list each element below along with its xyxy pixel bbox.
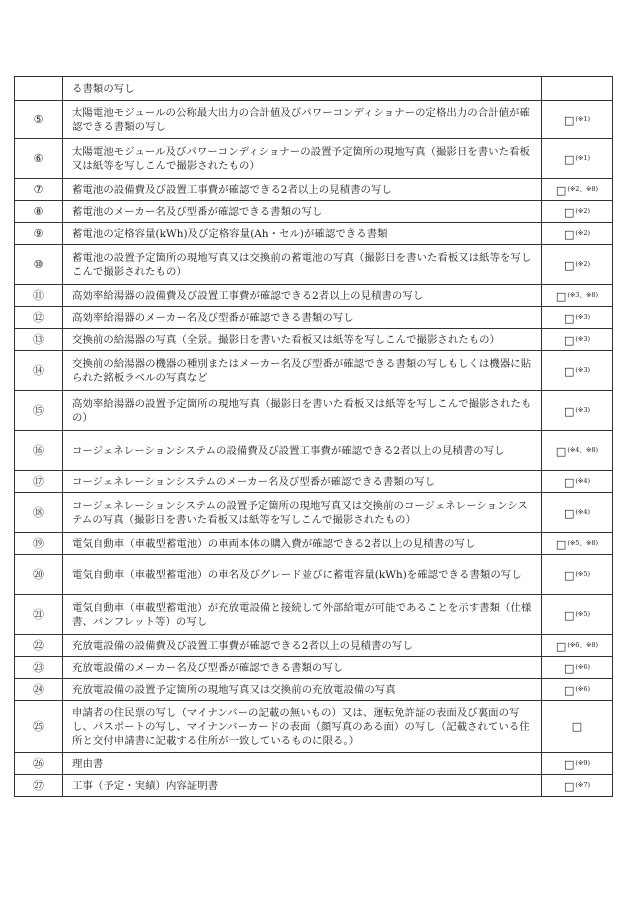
footnote-ref: (※6) <box>575 684 591 693</box>
table-row <box>15 471 613 493</box>
check-cell <box>542 77 613 101</box>
footnote-ref: (※3、※8) <box>567 290 599 299</box>
row-number: ⑱ <box>15 493 63 533</box>
table-row <box>15 179 613 201</box>
row-number: ⑥ <box>15 139 63 179</box>
checkbox-icon[interactable]: □ <box>563 227 575 241</box>
row-number: ⑩ <box>15 245 63 285</box>
check-cell <box>542 533 613 555</box>
row-number: ⑰ <box>15 471 63 493</box>
row-number: ⑯ <box>15 431 63 471</box>
document-description: 理由書 <box>63 753 542 775</box>
footnote-ref: (※2) <box>575 206 591 215</box>
table-row <box>15 657 613 679</box>
check-cell <box>542 679 613 701</box>
document-description: 高効率給湯器のメーカー名及び型番が確認できる書類の写し <box>63 307 542 329</box>
table-row <box>15 77 613 101</box>
row-number: ㉒ <box>15 635 63 657</box>
document-description: 電気自動車（車載型蓄電池）の車名及びグレード並びに蓄電容量(kWh)を確認できる書類の写し <box>63 555 542 595</box>
checkbox-icon[interactable]: □ <box>563 113 575 127</box>
document-description: 蓄電池の設備費及び設置工事費が確認できる2者以上の見積書の写し <box>63 179 542 201</box>
row-number: ㉕ <box>15 701 63 753</box>
table-row <box>15 223 613 245</box>
check-cell <box>542 471 613 493</box>
footnote-ref: (※2、※8) <box>567 184 599 193</box>
check-cell <box>542 701 613 753</box>
checkbox-icon[interactable]: □ <box>563 779 575 793</box>
check-cell <box>542 493 613 533</box>
check-cell <box>542 775 613 797</box>
document-description: 工事（予定・実績）内容証明書 <box>63 775 542 797</box>
document-description: コージェネレーションシステムの設置予定箇所の現地写真又は交換前のコージェネレーションシステムの写真（撮影日を書いた看板又は紙等を写しこんで撮影されたもの） <box>63 493 542 533</box>
document-description: 蓄電池のメーカー名及び型番が確認できる書類の写し <box>63 201 542 223</box>
document-description: 充放電設備の設置予定箇所の現地写真又は交換前の充放電設備の写真 <box>63 679 542 701</box>
check-cell <box>542 101 613 139</box>
table-row <box>15 139 613 179</box>
footnote-ref: (※4) <box>575 507 591 516</box>
table-body <box>15 77 613 797</box>
check-cell <box>542 391 613 431</box>
row-number <box>15 77 63 101</box>
footnote-ref: (※6、※8) <box>567 640 599 649</box>
table-row <box>15 679 613 701</box>
footnote-ref: (※3) <box>575 405 591 414</box>
table-row <box>15 701 613 753</box>
footnote-ref: (※6) <box>575 662 591 671</box>
document-description: 太陽電池モジュール及びパワーコンディショナーの設置予定箇所の現地写真（撮影日を書いた看板又は紙等を写しこんで撮影されたもの） <box>63 139 542 179</box>
check-cell <box>542 595 613 635</box>
table-row <box>15 329 613 351</box>
footnote-ref: (※3) <box>575 365 591 374</box>
check-cell <box>542 657 613 679</box>
row-number: ⑪ <box>15 285 63 307</box>
table-row <box>15 635 613 657</box>
row-number: ㉖ <box>15 753 63 775</box>
row-number: ⑳ <box>15 555 63 595</box>
checkbox-icon[interactable]: □ <box>563 364 575 378</box>
footnote-ref: (※1) <box>575 153 591 162</box>
table-row <box>15 285 613 307</box>
footnote-ref: (※2) <box>575 259 591 268</box>
footnote-ref: (※5、※8) <box>567 538 599 547</box>
check-cell <box>542 285 613 307</box>
table-row <box>15 753 613 775</box>
row-number: ⑲ <box>15 533 63 555</box>
checkbox-icon[interactable]: □ <box>563 205 575 219</box>
check-cell <box>542 431 613 471</box>
table-row <box>15 533 613 555</box>
check-cell <box>542 201 613 223</box>
document-description: 高効率給湯器の設置予定箇所の現地写真（撮影日を書いた看板又は紙等を写しこんで撮影されたもの） <box>63 391 542 431</box>
footnote-ref: (※2) <box>575 228 591 237</box>
check-cell <box>542 307 613 329</box>
checkbox-icon[interactable]: □ <box>563 475 575 489</box>
table-row <box>15 201 613 223</box>
check-cell <box>542 139 613 179</box>
footnote-ref: (※3) <box>575 334 591 343</box>
checkbox-icon[interactable]: □ <box>563 661 575 675</box>
checkbox-icon[interactable]: □ <box>555 289 567 303</box>
row-number: ㉗ <box>15 775 63 797</box>
check-cell <box>542 329 613 351</box>
document-description: 充放電設備の設備費及び設置工事費が確認できる2者以上の見積書の写し <box>63 635 542 657</box>
checkbox-icon[interactable]: □ <box>563 608 575 622</box>
footnote-ref: (※9) <box>575 758 591 767</box>
table-row <box>15 493 613 533</box>
table-row <box>15 555 613 595</box>
row-number: ㉔ <box>15 679 63 701</box>
document-description: 太陽電池モジュールの公称最大出力の合計値及びパワーコンディショナーの定格出力の合計値が確認できる書類の写し <box>63 101 542 139</box>
row-number: ⑧ <box>15 201 63 223</box>
check-cell <box>542 223 613 245</box>
footnote-ref: (※5) <box>575 609 591 618</box>
footnote-ref: (※7) <box>575 780 591 789</box>
checkbox-icon[interactable]: □ <box>563 152 575 166</box>
document-description: 申請者の住民票の写し（マイナンバーの記載の無いもの）又は、運転免許証の表面及び裏面の写し、パスポートの写し、マイナンバーカードの表面（顔写真のある面）の写し（記載されている住所と交付申請書に記載する住所が一致しているものに限る。） <box>63 701 542 753</box>
checkbox-icon[interactable]: □ <box>571 719 583 733</box>
document-sheet <box>14 76 612 797</box>
document-description: 交換前の給湯器の写真（全景。撮影日を書いた看板又は紙等を写しこんで撮影されたもの） <box>63 329 542 351</box>
checkbox-icon[interactable]: □ <box>555 183 567 197</box>
checkbox-icon[interactable]: □ <box>555 537 567 551</box>
document-description: 蓄電池の設置予定箇所の現地写真又は交換前の蓄電池の写真（撮影日を書いた看板又は紙等を写しこんで撮影されたもの） <box>63 245 542 285</box>
check-cell <box>542 753 613 775</box>
row-number: ⑮ <box>15 391 63 431</box>
table-row <box>15 351 613 391</box>
document-description: 電気自動車（車載型蓄電池）の車両本体の購入費が確認できる2者以上の見積書の写し <box>63 533 542 555</box>
document-description: コージェネレーションシステムの設備費及び設置工事費が確認できる2者以上の見積書の写し <box>63 431 542 471</box>
row-number: ⑫ <box>15 307 63 329</box>
document-description: コージェネレーションシステムのメーカー名及び型番が確認できる書類の写し <box>63 471 542 493</box>
check-cell <box>542 179 613 201</box>
required-documents-table <box>14 76 613 797</box>
document-description: 高効率給湯器の設備費及び設置工事費が確認できる2者以上の見積書の写し <box>63 285 542 307</box>
checkbox-icon[interactable]: □ <box>563 683 575 697</box>
table-row <box>15 101 613 139</box>
footnote-ref: (※5) <box>575 569 591 578</box>
checkbox-icon[interactable]: □ <box>563 404 575 418</box>
footnote-ref: (※4、※8) <box>567 445 599 454</box>
row-number: ⑨ <box>15 223 63 245</box>
document-description: 蓄電池の定格容量(kWh)及び定格容量(Ah・セル)が確認できる書類 <box>63 223 542 245</box>
document-description: 交換前の給湯器の機器の種別またはメーカー名及び型番が確認できる書類の写しもしくは機器に貼られた銘板ラベルの写真など <box>63 351 542 391</box>
document-description: る書類の写し <box>63 77 542 101</box>
checkbox-icon[interactable]: □ <box>563 258 575 272</box>
row-number: ⑬ <box>15 329 63 351</box>
check-cell <box>542 635 613 657</box>
checkbox-icon[interactable]: □ <box>563 311 575 325</box>
check-cell <box>542 245 613 285</box>
checkbox-icon[interactable]: □ <box>555 639 567 653</box>
checkbox-icon[interactable]: □ <box>563 757 575 771</box>
footnote-ref: (※3) <box>575 312 591 321</box>
row-number: ㉑ <box>15 595 63 635</box>
document-description: 電気自動車（車載型蓄電池）が充放電設備と接続して外部給電が可能であることを示す書類（仕様書、パンフレット等）の写し <box>63 595 542 635</box>
check-cell <box>542 555 613 595</box>
check-cell <box>542 351 613 391</box>
checkbox-icon[interactable]: □ <box>563 506 575 520</box>
checkbox-icon[interactable]: □ <box>555 444 567 458</box>
table-row <box>15 307 613 329</box>
table-row <box>15 431 613 471</box>
row-number: ⑦ <box>15 179 63 201</box>
document-description: 充放電設備のメーカー名及び型番が確認できる書類の写し <box>63 657 542 679</box>
table-row <box>15 595 613 635</box>
row-number: ⑤ <box>15 101 63 139</box>
footnote-ref: (※1) <box>575 114 591 123</box>
table-row <box>15 245 613 285</box>
checkbox-icon[interactable]: □ <box>563 568 575 582</box>
row-number: ㉓ <box>15 657 63 679</box>
table-row <box>15 391 613 431</box>
table-row <box>15 775 613 797</box>
row-number: ⑭ <box>15 351 63 391</box>
footnote-ref: (※4) <box>575 476 591 485</box>
checkbox-icon[interactable]: □ <box>563 333 575 347</box>
